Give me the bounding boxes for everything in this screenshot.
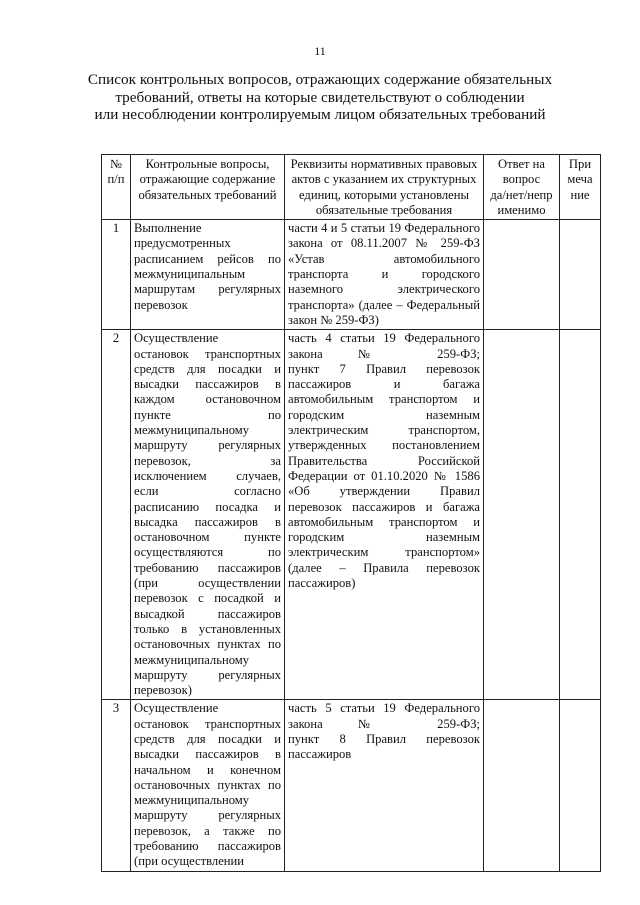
header-answer	[484, 155, 560, 220]
cell-line: перевозок, а также по	[134, 823, 281, 838]
cell-line: средств для посадки и	[134, 731, 281, 746]
cell-line: Осуществление	[134, 701, 219, 716]
header-line: Ответ на	[497, 157, 546, 171]
row-number: 2	[102, 330, 131, 700]
cell-line: средств для посадки и	[134, 361, 281, 376]
header-line: именимо	[497, 202, 546, 217]
question-cell	[131, 700, 285, 871]
header-line: вопрос	[502, 172, 541, 187]
header-line: да/нет/непр	[490, 187, 553, 202]
references-cell	[285, 220, 484, 330]
cell-line: закона от 08.11.2007 № 259-ФЗ	[288, 236, 480, 251]
table-row	[102, 330, 601, 700]
cell-line: пассажиров	[288, 747, 352, 762]
cell-line: «Об утверждении Правил	[288, 484, 480, 499]
cell-line: расписанием рейсов по	[134, 251, 281, 266]
header-question	[131, 155, 285, 220]
header-line: ние	[570, 187, 590, 202]
cell-line: части 4 и 5 статьи 19 Федерального	[288, 221, 480, 236]
cell-line: автомобильным транспортом и	[288, 514, 480, 529]
note-cell[interactable]	[560, 700, 601, 871]
header-line: Реквизиты нормативных правовых	[290, 157, 478, 171]
table-row	[102, 220, 601, 330]
cell-line: закона № 259-ФЗ;	[288, 346, 480, 361]
question-cell	[131, 220, 285, 330]
cell-line: пункт 7 Правил перевозок	[288, 361, 480, 376]
cell-line: перевозок, за	[134, 453, 281, 468]
header-line: единиц, которыми установлены	[299, 187, 469, 202]
cell-line: начальном и конечном	[134, 762, 281, 777]
cell-line: пассажиров и багажа	[288, 377, 480, 392]
header-line: актов с указанием их структурных	[291, 172, 477, 187]
cell-line: высадка пассажиров в	[134, 514, 281, 529]
table-row	[102, 700, 601, 871]
document-title	[60, 71, 580, 124]
title-line: Список контрольных вопросов, отражающих содержание обязательных	[87, 71, 553, 88]
cell-line: требованию пассажиров	[134, 560, 281, 575]
header-references	[285, 155, 484, 220]
cell-line: остановок транспортных	[134, 346, 281, 361]
cell-line: пассажиров)	[288, 576, 356, 591]
cell-line: городским наземным	[288, 530, 480, 545]
cell-line: расписанию посадка и	[134, 499, 281, 514]
cell-line: утвержденных постановлением	[288, 438, 480, 453]
page-number: 11	[314, 44, 326, 58]
cell-line: межмуниципальным	[134, 267, 246, 282]
cell-line: каждом остановочном	[134, 392, 281, 407]
requirements-table	[101, 154, 601, 872]
header-number	[102, 155, 131, 220]
header-line: обязательные требования	[315, 202, 453, 217]
cell-line: перевозок пассажиров и багажа	[288, 499, 480, 514]
cell-line: транспорта и городского	[288, 267, 480, 282]
cell-line: маршрутам регулярных	[134, 282, 281, 297]
cell-line: только в установленных	[134, 621, 281, 636]
cell-line: остановочных пунктах по	[134, 637, 281, 652]
header-line: При	[568, 157, 592, 171]
title-line: требований, ответы на которые свидетельствуют о соблюдении	[115, 88, 525, 106]
cell-line: межмуниципальному	[134, 652, 250, 667]
references-cell	[285, 330, 484, 700]
cell-line: высадки пассажиров в	[134, 377, 281, 392]
cell-line: закона № 259-ФЗ;	[288, 716, 480, 731]
header-line: отражающие содержание	[139, 172, 276, 187]
question-cell	[131, 330, 285, 700]
cell-line: предусмотренных	[134, 236, 231, 251]
cell-line: часть 5 статьи 19 Федерального	[288, 701, 480, 716]
row-number: 3	[102, 700, 131, 871]
cell-line: маршруту регулярных	[134, 438, 281, 453]
cell-line: остановок транспортных	[134, 716, 281, 731]
cell-line: перевозок	[134, 297, 188, 312]
header-line: меча	[567, 172, 593, 187]
cell-line: осуществляются по	[134, 545, 281, 560]
table-header-row	[102, 155, 601, 220]
cell-line: высадкой пассажиров	[134, 606, 281, 621]
references-cell	[285, 700, 484, 871]
row-number: 1	[102, 220, 131, 330]
cell-line: Правительства Российской	[288, 453, 480, 468]
cell-line: городским наземным	[288, 407, 480, 422]
cell-line: (при осуществлении	[134, 854, 245, 869]
cell-line: Федерации от 01.10.2020 № 1586	[288, 468, 480, 483]
cell-line: часть 4 статьи 19 Федерального	[288, 331, 480, 346]
cell-line: остановочных пунктах по	[134, 777, 281, 792]
cell-line: закон № 259-ФЗ)	[288, 312, 379, 327]
cell-line: если согласно	[134, 484, 281, 499]
cell-line: требованию пассажиров	[134, 839, 281, 854]
cell-line: автомобильным транспортом и	[288, 392, 480, 407]
cell-line: электрическим транспортом,	[288, 423, 480, 438]
cell-line: Выполнение	[134, 221, 202, 236]
answer-cell[interactable]	[484, 220, 560, 330]
note-cell[interactable]	[560, 330, 601, 700]
cell-line: межмуниципальному	[134, 423, 250, 438]
header-line: п/п	[107, 172, 125, 187]
header-line: обязательных требований	[138, 187, 277, 202]
cell-line: маршруту регулярных	[134, 808, 281, 823]
header-note	[560, 155, 601, 220]
answer-cell[interactable]	[484, 700, 560, 871]
cell-line: наземного электрического	[288, 282, 480, 297]
title-line: или несоблюдении контролируемым лицом обязательных требований	[94, 106, 546, 123]
cell-line: перевозок с посадкой и	[134, 591, 281, 606]
cell-line: пункт 8 Правил перевозок	[288, 731, 480, 746]
cell-line: межмуниципальному	[134, 793, 250, 808]
cell-line: высадки пассажиров в	[134, 747, 281, 762]
cell-line: транспорта» (далее – Федеральный	[288, 297, 480, 312]
note-cell[interactable]	[560, 220, 601, 330]
answer-cell[interactable]	[484, 330, 560, 700]
cell-line: Осуществление	[134, 331, 219, 346]
cell-line: маршруту регулярных	[134, 667, 281, 682]
cell-line: исключением случаев,	[134, 468, 281, 483]
header-line: №	[109, 157, 123, 171]
cell-line: электрическим транспортом»	[288, 545, 480, 560]
cell-line: перевозок)	[134, 683, 192, 698]
cell-line: пункте по	[134, 407, 281, 422]
cell-line: (при осуществлении	[134, 576, 281, 591]
cell-line: остановочном пункте	[134, 530, 281, 545]
cell-line: «Устав автомобильного	[288, 251, 480, 266]
header-line: Контрольные вопросы,	[145, 157, 270, 171]
cell-line: (далее – Правила перевозок	[288, 560, 480, 575]
